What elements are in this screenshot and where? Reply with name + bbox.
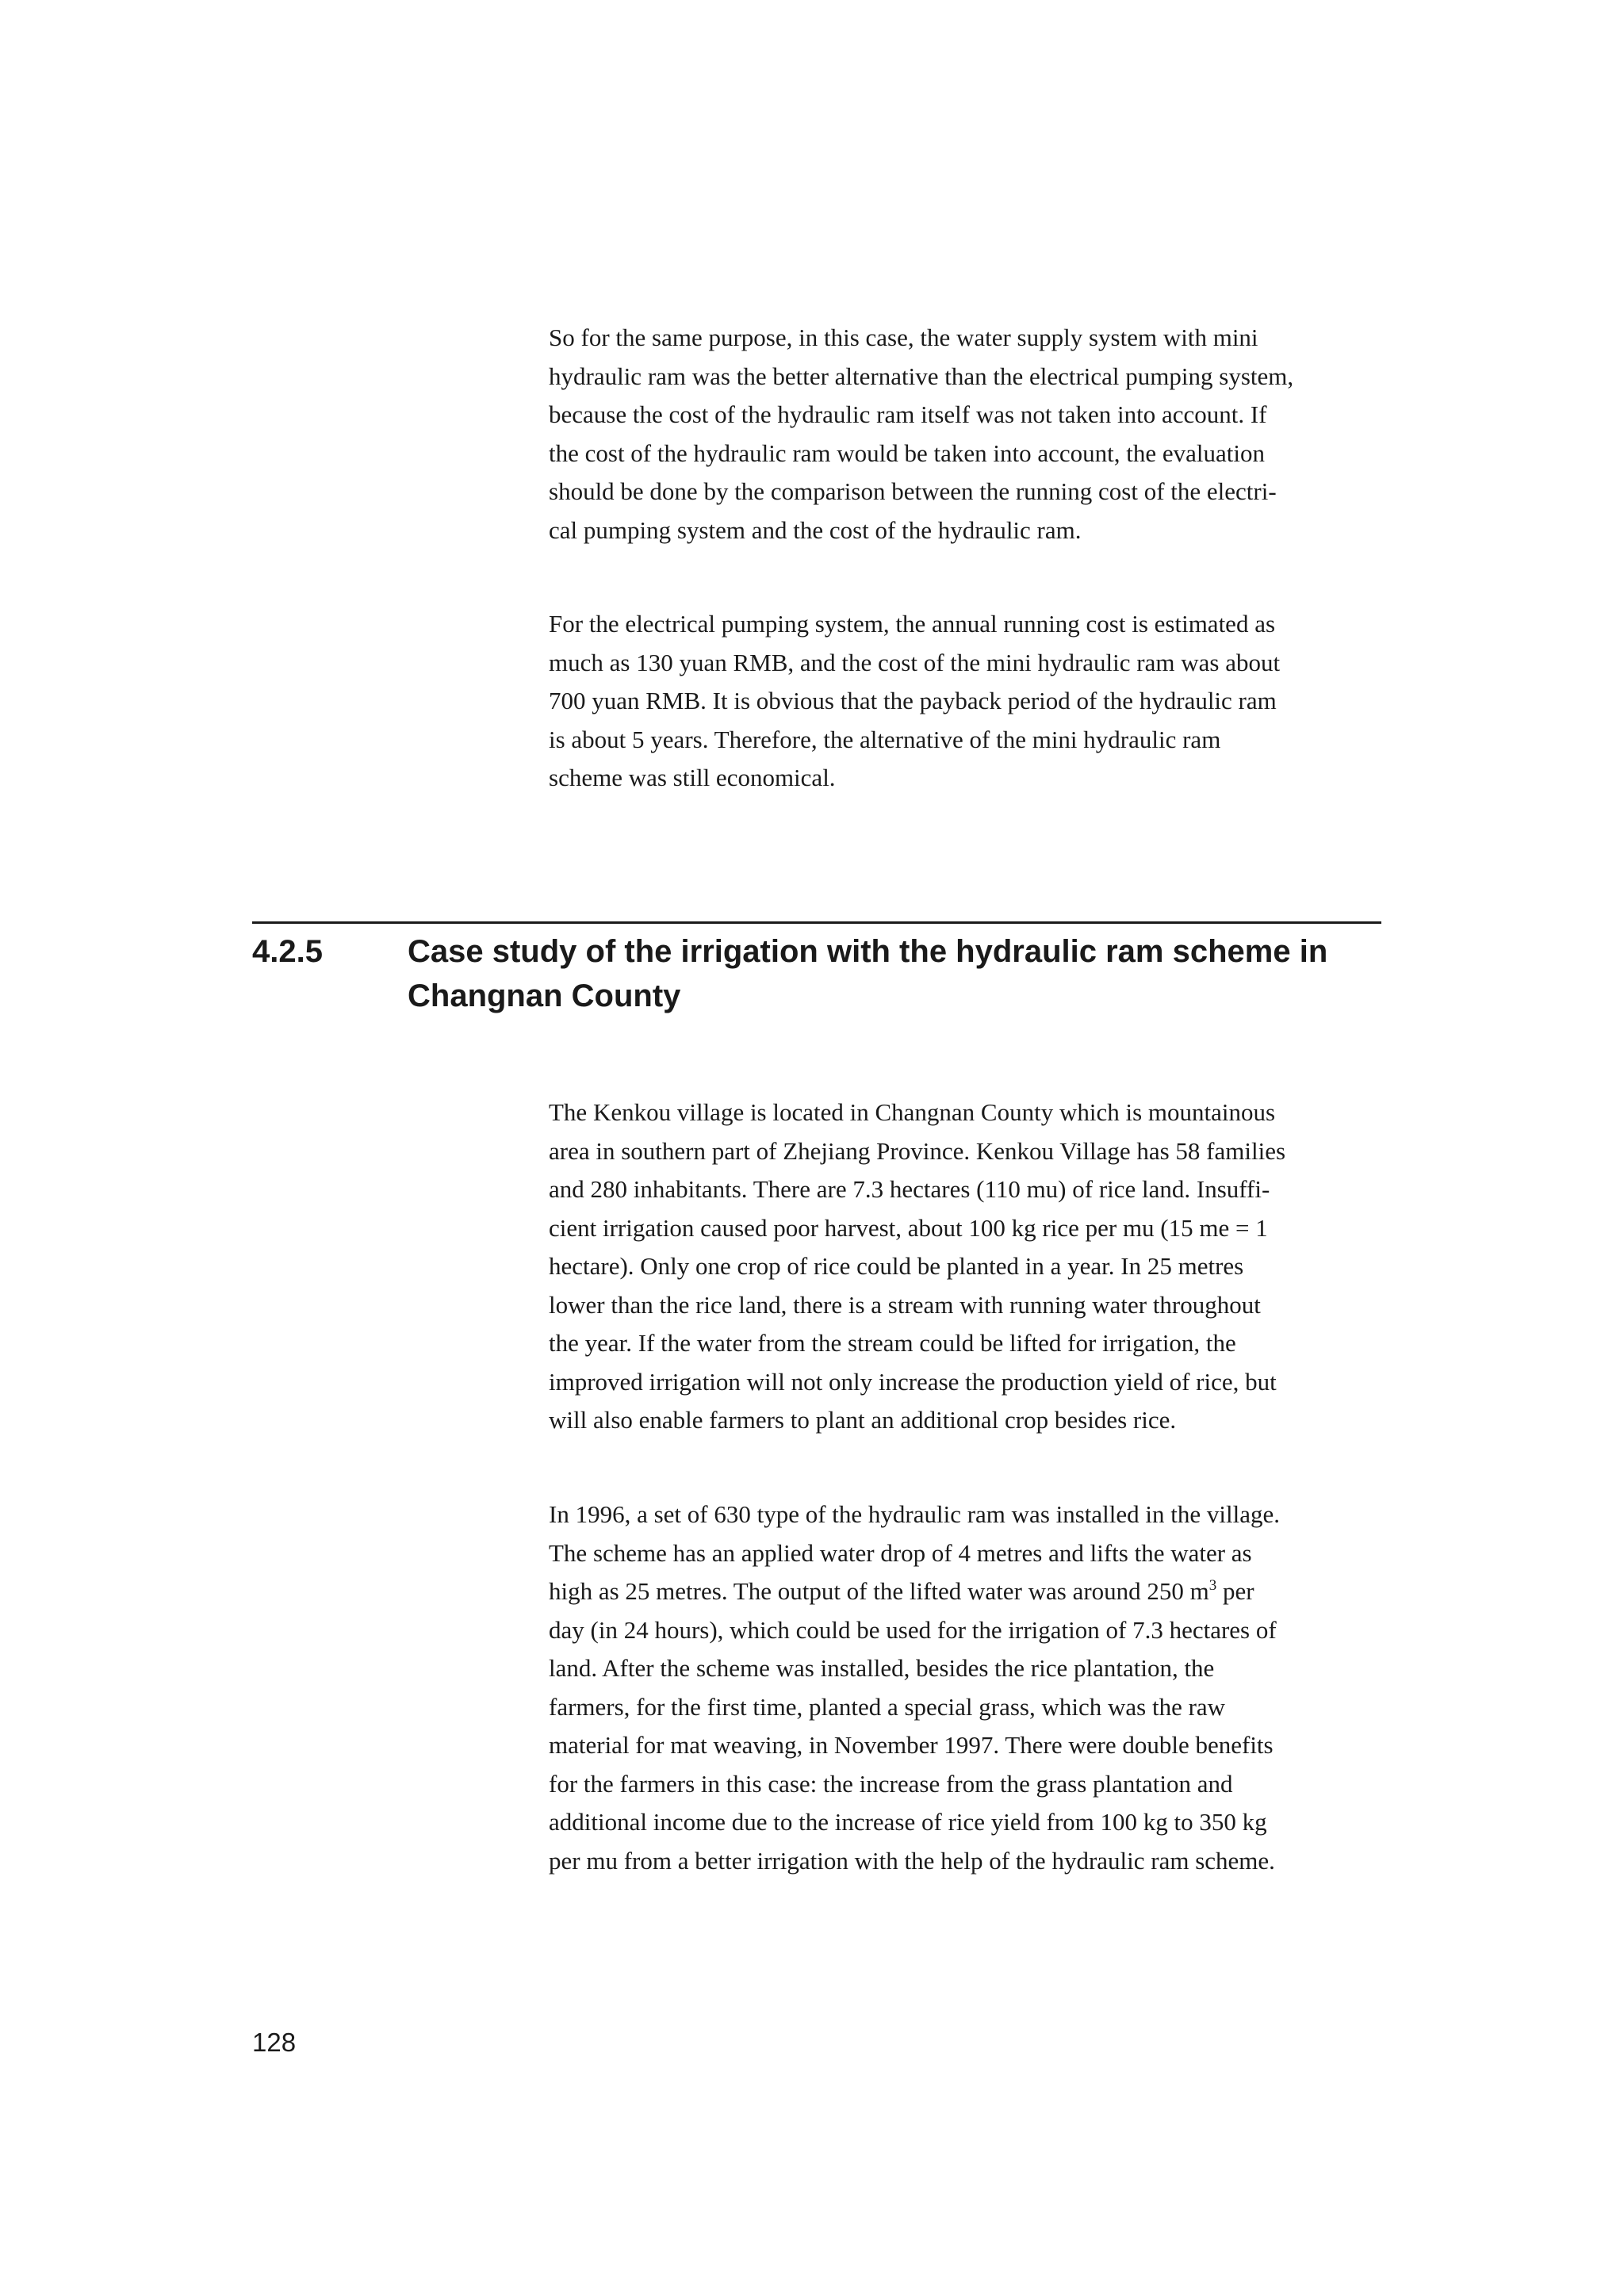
cubic-superscript: 3: [1208, 1577, 1217, 1594]
paragraph-line: the cost of the hydraulic ram would be taken into account, the evaluation: [549, 439, 1266, 467]
section-heading-line: Case study of the irrigation with the hydraulic ram scheme in: [408, 934, 1328, 969]
paragraph-line: will also enable farmers to plant an additional crop besides rice.: [549, 1406, 1177, 1434]
paragraph-line: should be done by the comparison between the running cost of the electri-: [549, 477, 1277, 505]
paragraph-line: material for mat weaving, in November 1997. There were double benefits: [549, 1731, 1274, 1759]
paragraph-line: additional income due to the increase of rice yield from 100 kg to 350 kg: [549, 1808, 1267, 1836]
paragraph-1996-installation: [549, 1496, 1389, 1880]
paragraph-line: scheme was still economical.: [549, 764, 836, 791]
paragraph-line: cient irrigation caused poor harvest, about 100 kg rice per mu (15 me = 1: [549, 1213, 1268, 1242]
paragraph-line: cal pumping system and the cost of the hydraulic ram.: [549, 515, 1082, 544]
paragraph-line: The Kenkou village is located in Changnan County which is mountainous: [549, 1098, 1276, 1126]
paragraph-line: the year. If the water from the stream could be lifted for irrigation, the: [549, 1329, 1236, 1357]
section-heading-line: Changnan County: [408, 978, 681, 1013]
paragraph-line: lower than the rice land, there is a stream with running water throughout: [549, 1290, 1261, 1319]
paragraph-line: In 1996, a set of 630 type of the hydraulic ram was installed in the village.: [549, 1500, 1281, 1528]
paragraph-hydraulic-ram-alternative: [549, 319, 1389, 550]
page-number: 128: [252, 2028, 297, 2057]
paragraph-line: improved irrigation will not only increase the production yield of rice, but: [549, 1367, 1277, 1396]
paragraph-line: much as 130 yuan RMB, and the cost of the mini hydraulic ram was about: [549, 648, 1281, 676]
paragraph-line: area in southern part of Zhejiang Province. Kenkou Village has 58 families: [549, 1136, 1286, 1165]
paragraph-line: hydraulic ram was the better alternative than the electrical pumping system,: [549, 362, 1294, 390]
section-divider: [252, 921, 1381, 924]
paragraph-line-with-superscript: [549, 1572, 1389, 1611]
paragraph-line: for the farmers in this case: the increase from the grass plantation and: [549, 1769, 1233, 1798]
paragraph-line: land. After the scheme was installed, besides the rice plantation, the: [549, 1654, 1215, 1682]
paragraph-line: because the cost of the hydraulic ram itself was not taken into account. If: [549, 400, 1267, 428]
paragraph-line: farmers, for the first time, planted a special grass, which was the raw: [549, 1692, 1226, 1721]
section-heading: [408, 929, 1327, 1018]
paragraph-line: The scheme has an applied water drop of 4 metres and lifts the water as: [549, 1538, 1252, 1567]
paragraph-line: day (in 24 hours), which could be used for the irrigation of 7.3 hectares of: [549, 1615, 1277, 1644]
paragraph-running-cost: [549, 605, 1389, 798]
paragraph-line-text: high as 25 metres. The output of the lifted water was around 250 m: [549, 1577, 1209, 1605]
paragraph-line: So for the same purpose, in this case, the water supply system with mini: [549, 324, 1258, 351]
paragraph-line: and 280 inhabitants. There are 7.3 hectares (110 mu) of rice land. Insuffi-: [549, 1175, 1270, 1203]
paragraph-line: For the electrical pumping system, the annual running cost is estimated as: [549, 610, 1276, 638]
paragraph-line: 700 yuan RMB. It is obvious that the payback period of the hydraulic ram: [549, 687, 1277, 714]
paragraph-kenkou-village: [549, 1093, 1389, 1440]
paragraph-line: hectare). Only one crop of rice could be planted in a year. In 25 metres: [549, 1252, 1244, 1280]
paragraph-line: is about 5 years. Therefore, the alternative of the mini hydraulic ram: [549, 725, 1221, 753]
paragraph-line-tail: per: [1216, 1577, 1254, 1605]
paragraph-line: per mu from a better irrigation with the help of the hydraulic ram scheme.: [549, 1846, 1275, 1875]
section-number: 4.2.5: [252, 934, 323, 969]
